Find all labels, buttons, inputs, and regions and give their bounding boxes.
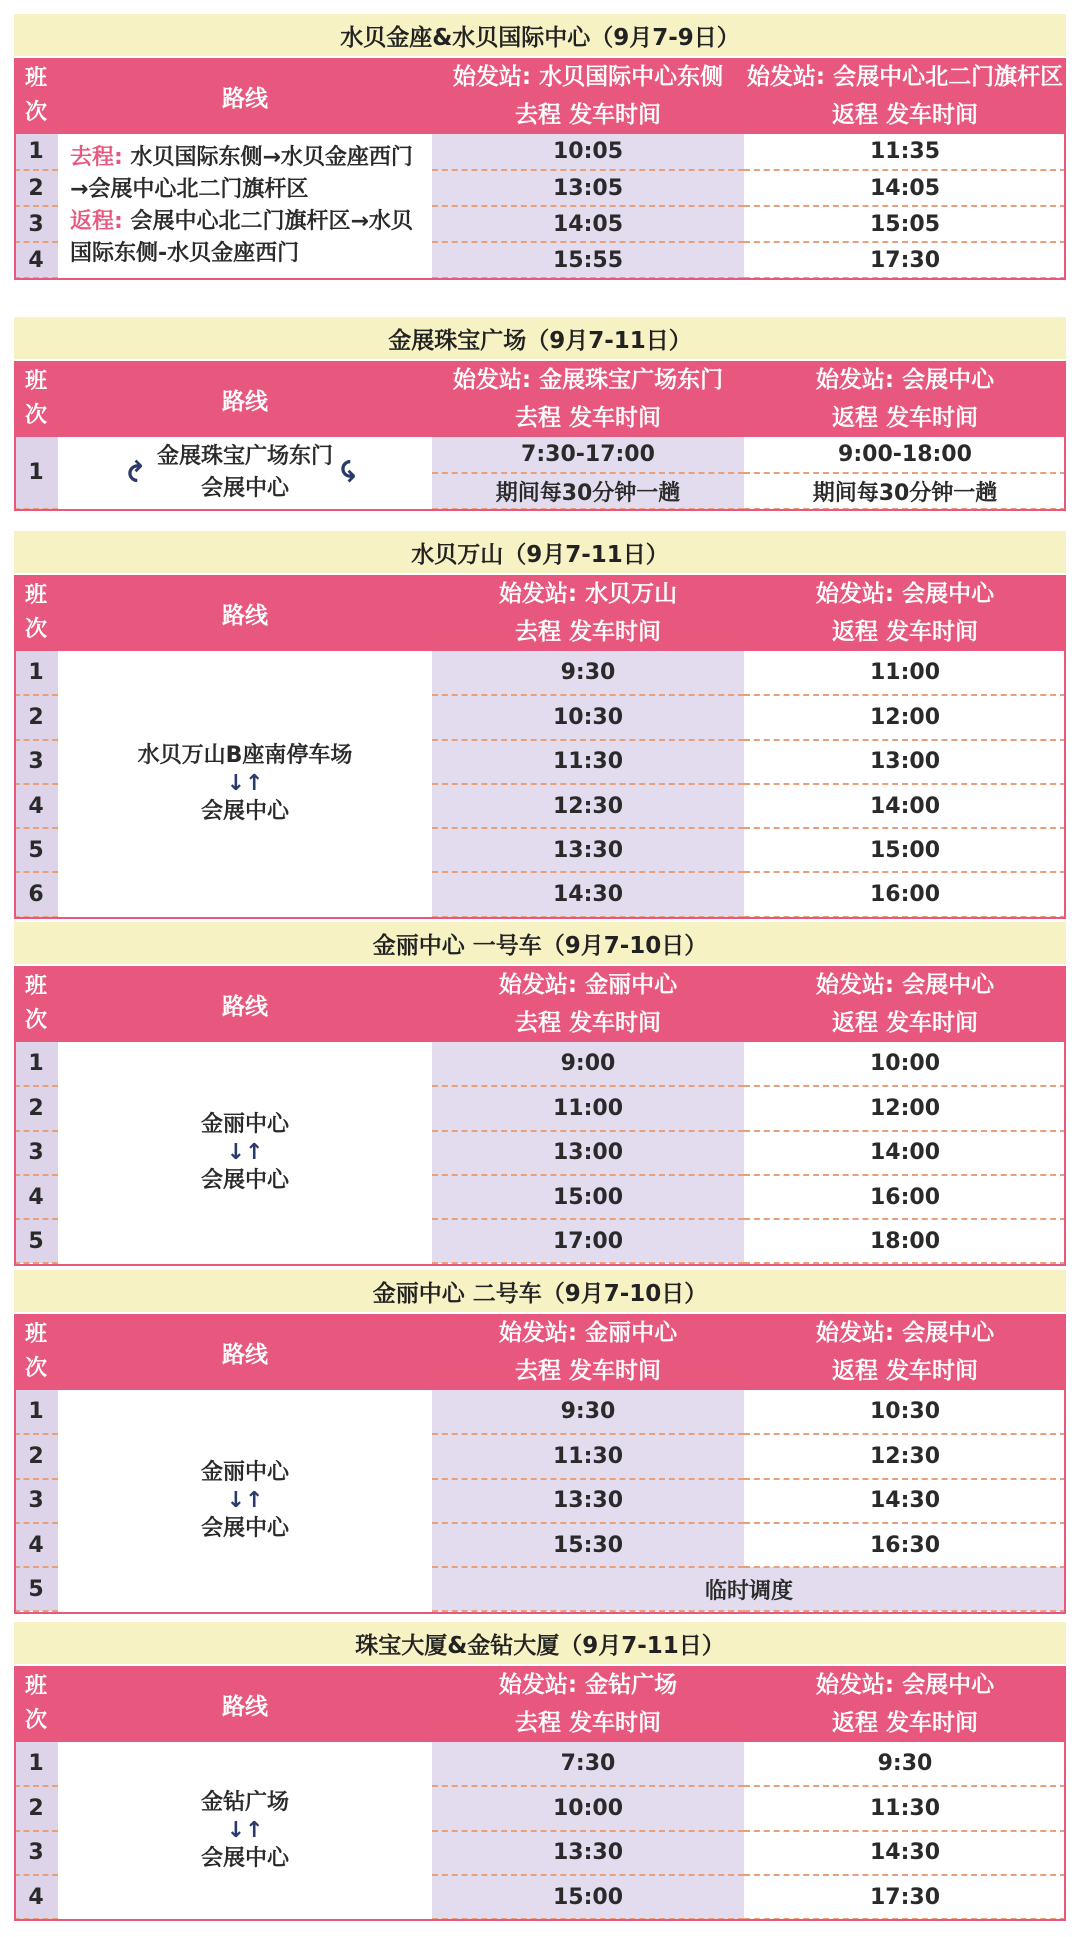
header-row [14,966,1066,1004]
header-num-line1: 班 [24,583,47,608]
return-origin-station: 始发站: 会展中心北二门旗杆区 [744,58,1066,96]
return-time: 16:30 [744,1523,1066,1567]
header-number-label [14,361,58,437]
trip-number: 1 [14,1390,58,1434]
trip-number: 4 [14,242,58,278]
go-time: 15:00 [432,1875,744,1919]
route-from: 金展珠宝广场东门 [156,444,333,469]
header-route-label: 路线 [58,58,432,134]
go-time: 9:30 [432,651,744,695]
return-origin-station: 始发站: 会展中心 [744,575,1066,613]
go-origin-station: 始发站: 金展珠宝广场东门 [432,361,744,399]
header-route-label: 路线 [58,1314,432,1390]
return-origin-station: 始发站: 会展中心 [744,1314,1066,1352]
header-num-line2: 次 [24,1008,47,1033]
header-number-label [14,58,58,134]
header-num-line2: 次 [24,1356,47,1381]
trip-number: 2 [14,695,58,739]
header-row [14,575,1066,613]
header-num-line1: 班 [24,369,47,394]
route-cell [58,437,432,509]
route-cell [58,1390,432,1611]
header-num-line2: 次 [24,617,47,642]
return-time: 10:30 [744,1390,1066,1434]
return-time: 17:30 [744,242,1066,278]
go-time-label: 去程 发车时间 [432,1352,744,1390]
table-row [14,1390,1066,1434]
return-time-label: 返程 发车时间 [744,1004,1066,1042]
return-origin-station: 始发站: 会展中心 [744,966,1066,1004]
trip-number: 5 [14,828,58,872]
up-down-arrows-icon: ↓↑ [226,1817,264,1843]
go-time: 11:00 [432,1086,744,1130]
route-to: 会展中心 [200,798,289,824]
trip-number: 1 [14,651,58,695]
go-time: 13:30 [432,828,744,872]
header-route-label: 路线 [58,361,432,437]
return-time-label: 返程 发车时间 [744,1352,1066,1390]
trip-number: 1 [14,437,58,509]
return-time: 9:30 [744,1742,1066,1786]
go-time: 15:55 [432,242,744,278]
go-time-label: 去程 发车时间 [432,1004,744,1042]
return-time: 12:30 [744,1434,1066,1478]
return-time: 14:30 [744,1479,1066,1523]
route-to: 会展中心 [200,1167,289,1193]
header-row [14,58,1066,96]
return-route-label: 返程: [70,209,123,234]
route-to: 会展中心 [200,1515,289,1541]
schedule-table [14,1666,1066,1920]
header-number-label [14,575,58,651]
return-time-label: 返程 发车时间 [744,613,1066,651]
go-time: 9:00 [432,1042,744,1086]
go-origin-station: 始发站: 水贝国际中心东侧 [432,58,744,96]
section-title: 金展珠宝广场（9月7-11日） [14,317,1066,359]
header-num-line1: 班 [24,974,47,999]
header-num-line2: 次 [24,1708,47,1733]
trip-number: 1 [14,1042,58,1086]
go-time-label: 去程 发车时间 [432,613,744,651]
trip-number: 3 [14,1131,58,1175]
go-time: 13:00 [432,1131,744,1175]
route-cell [58,651,432,917]
up-down-arrows-icon: ↓↑ [226,770,264,796]
return-time: 14:05 [744,170,1066,206]
return-time: 10:00 [744,1042,1066,1086]
section-title: 金丽中心 一号车（9月7-10日） [14,922,1066,964]
section-title: 水贝万山（9月7-11日） [14,531,1066,573]
trip-number: 5 [14,1219,58,1263]
go-origin-station: 始发站: 金钻广场 [432,1666,744,1704]
return-time: 17:30 [744,1875,1066,1919]
section-title: 水贝金座&水贝国际中心（9月7-9日） [14,14,1066,56]
go-time: 13:30 [432,1831,744,1875]
schedule-table [14,361,1066,510]
route-to: 会展中心 [200,476,289,501]
trip-number: 2 [14,1786,58,1830]
go-route-label: 去程: [70,145,123,170]
go-time: 12:30 [432,784,744,828]
section-title: 金丽中心 二号车（9月7-10日） [14,1270,1066,1312]
schedule-table [14,58,1066,279]
go-origin-station: 始发站: 水贝万山 [432,575,744,613]
route-cell [58,1042,432,1263]
return-time: 14:30 [744,1831,1066,1875]
return-time-label: 返程 发车时间 [744,96,1066,134]
return-origin-station: 始发站: 会展中心 [744,1666,1066,1704]
route-to: 会展中心 [200,1845,289,1871]
trip-number: 5 [14,1567,58,1611]
go-time: 10:30 [432,695,744,739]
header-num-line1: 班 [24,1322,47,1347]
go-frequency-note: 期间每30分钟一趟 [432,473,744,509]
header-route-label: 路线 [58,1666,432,1742]
return-time: 11:35 [744,134,1066,170]
return-time: 12:00 [744,1086,1066,1130]
go-time: 10:00 [432,1786,744,1830]
schedule-table [14,1314,1066,1612]
schedule-table [14,575,1066,918]
route-from: 水贝万山B座南停车场 [137,742,353,768]
table-row [14,1042,1066,1086]
up-down-arrows-icon: ↓↑ [226,1139,264,1165]
header-num-line1: 班 [24,66,47,91]
go-time: 11:30 [432,1434,744,1478]
return-origin-station: 始发站: 会展中心 [744,361,1066,399]
header-row [14,361,1066,399]
go-origin-station: 始发站: 金丽中心 [432,966,744,1004]
special-dispatch: 临时调度 [432,1567,1066,1611]
return-time: 18:00 [744,1219,1066,1263]
header-num-line2: 次 [24,403,47,428]
go-time: 13:30 [432,1479,744,1523]
return-time: 14:00 [744,1131,1066,1175]
header-num-line2: 次 [24,100,47,125]
return-time: 11:30 [744,1786,1066,1830]
go-time: 13:05 [432,170,744,206]
trip-number: 2 [14,1434,58,1478]
trip-number: 2 [14,170,58,206]
trip-number: 3 [14,206,58,242]
trip-number: 2 [14,1086,58,1130]
go-time-label: 去程 发车时间 [432,1704,744,1742]
table-row [14,651,1066,695]
route-cell [58,1742,432,1919]
table-row [14,437,1066,473]
return-time: 15:05 [744,206,1066,242]
circular-arrow-right-icon: ↶ [334,459,368,483]
trip-number: 4 [14,1175,58,1219]
route-loop [121,441,368,505]
go-time: 14:05 [432,206,744,242]
schedule-table [14,966,1066,1264]
return-time-label: 返程 发车时间 [744,1704,1066,1742]
return-route-text: 会展中心北二门旗杆区→水贝国际东侧-水贝金座西门 [70,209,413,266]
trip-number: 3 [14,1831,58,1875]
trip-number: 1 [14,1742,58,1786]
return-time: 15:00 [744,828,1066,872]
header-num-line1: 班 [24,1674,47,1699]
header-row [14,1314,1066,1352]
header-number-label [14,1666,58,1742]
route-cell [58,134,432,278]
header-row [14,1666,1066,1704]
go-time: 9:30 [432,1390,744,1434]
route-from: 金丽中心 [200,1459,289,1485]
header-route-label: 路线 [58,575,432,651]
section-title: 珠宝大厦&金钻大厦（9月7-11日） [14,1622,1066,1664]
route-from: 金丽中心 [200,1111,289,1137]
go-time: 14:30 [432,872,744,916]
go-time-label: 去程 发车时间 [432,96,744,134]
go-time: 11:30 [432,740,744,784]
trip-number: 3 [14,740,58,784]
trip-number: 6 [14,872,58,916]
table-row [14,1742,1066,1786]
return-time: 11:00 [744,651,1066,695]
header-route-label: 路线 [58,966,432,1042]
return-time: 16:00 [744,872,1066,916]
return-time: 14:00 [744,784,1066,828]
circular-arrow-left-icon: ↷ [121,459,155,483]
return-time: 9:00-18:00 [744,437,1066,473]
route-from: 金钻广场 [200,1789,289,1815]
trip-number: 4 [14,1875,58,1919]
go-time: 15:00 [432,1175,744,1219]
table-row [14,134,1066,170]
go-origin-station: 始发站: 金丽中心 [432,1314,744,1352]
trip-number: 4 [14,1523,58,1567]
trip-number: 1 [14,134,58,170]
go-time: 7:30 [432,1742,744,1786]
return-time-label: 返程 发车时间 [744,399,1066,437]
trip-number: 3 [14,1479,58,1523]
go-time: 15:30 [432,1523,744,1567]
return-frequency-note: 期间每30分钟一趟 [744,473,1066,509]
go-time-label: 去程 发车时间 [432,399,744,437]
header-number-label [14,1314,58,1390]
trip-number: 4 [14,784,58,828]
go-route-text: 水贝国际东侧→水贝金座西门→会展中心北二门旗杆区 [70,145,413,202]
return-time: 16:00 [744,1175,1066,1219]
go-time: 7:30-17:00 [432,437,744,473]
header-number-label [14,966,58,1042]
return-time: 12:00 [744,695,1066,739]
go-time: 10:05 [432,134,744,170]
return-time: 13:00 [744,740,1066,784]
go-time: 17:00 [432,1219,744,1263]
up-down-arrows-icon: ↓↑ [226,1487,264,1513]
